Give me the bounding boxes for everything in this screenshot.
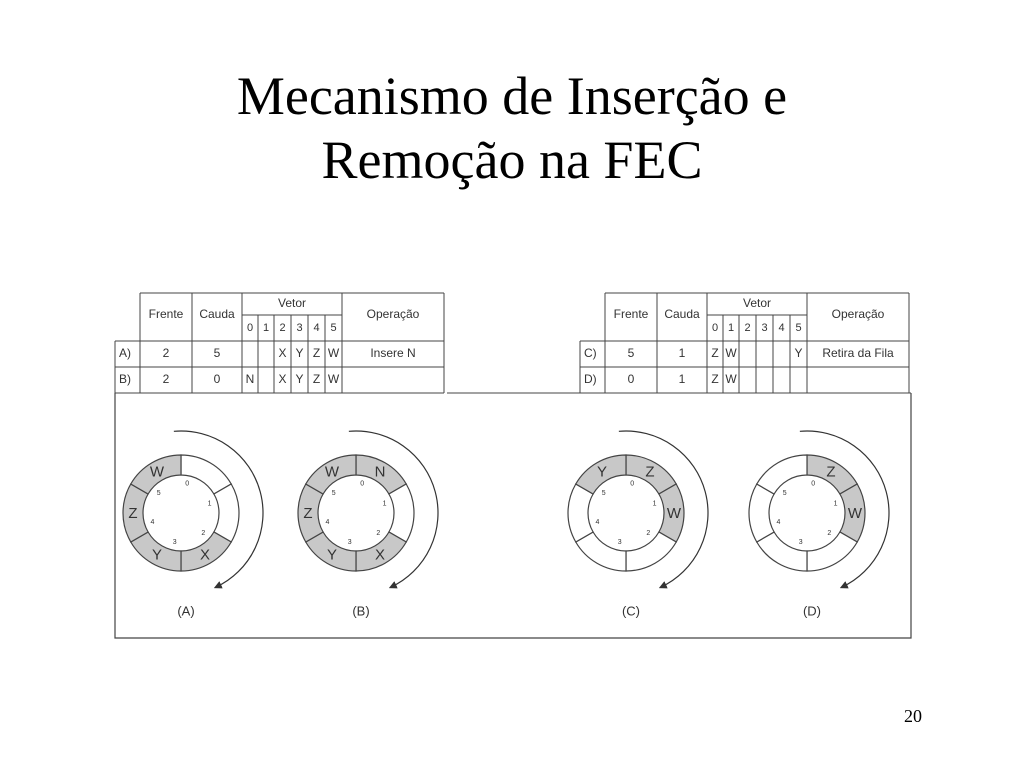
right-header-operacao: Operação bbox=[831, 307, 885, 322]
right-row-label: D) bbox=[584, 372, 597, 387]
left-index-2: 2 bbox=[279, 321, 286, 334]
right-index-2: 2 bbox=[744, 321, 751, 334]
queue-slot bbox=[568, 484, 593, 542]
queue-slot-index: 1 bbox=[652, 500, 657, 508]
left-header-vetor: Vetor bbox=[277, 296, 307, 311]
left-row-cell: N bbox=[245, 372, 255, 387]
left-row-label: B) bbox=[119, 372, 131, 387]
queue-slot bbox=[807, 529, 857, 571]
queue-slot bbox=[389, 484, 414, 542]
right-index-4: 4 bbox=[778, 321, 785, 334]
right-row-cell: W bbox=[725, 372, 737, 387]
queue-slot-value: X bbox=[374, 546, 386, 564]
circular-queue-c bbox=[568, 431, 708, 618]
right-row-cell: Z bbox=[711, 346, 719, 361]
circular-queue-a bbox=[123, 431, 263, 618]
circular-queue-b bbox=[298, 431, 438, 618]
left-header-operacao: Operação bbox=[366, 307, 420, 322]
queue-slot-value: X bbox=[199, 546, 211, 564]
left-row-cell: Z bbox=[312, 346, 321, 361]
queue-slot-index: 4 bbox=[325, 519, 330, 527]
right-row-cell: Z bbox=[711, 372, 719, 387]
queue-slot-index: 0 bbox=[811, 480, 816, 488]
right-header-vetor: Vetor bbox=[742, 296, 772, 311]
queue-slot-index: 2 bbox=[827, 529, 832, 537]
queue-slot-index: 0 bbox=[185, 480, 190, 488]
queue-slot-index: 5 bbox=[331, 489, 336, 497]
queue-slot-index: 2 bbox=[646, 529, 651, 537]
page-number: 20 bbox=[904, 706, 922, 726]
title-line-2: Remoção na FEC bbox=[321, 130, 703, 190]
queue-slot bbox=[749, 484, 774, 542]
left-header-frente: Frente bbox=[148, 307, 184, 322]
queue-slot-index: 3 bbox=[617, 539, 622, 547]
queue-slot-value: W bbox=[149, 463, 165, 481]
right-row-frente: 0 bbox=[627, 372, 635, 387]
right-table bbox=[580, 293, 909, 393]
left-header-cauda: Cauda bbox=[199, 307, 235, 322]
right-header-frente: Frente bbox=[613, 307, 649, 322]
queue-slot-value: Y bbox=[326, 546, 338, 564]
left-row-label: A) bbox=[119, 346, 131, 361]
queue-slot-index: 2 bbox=[376, 529, 381, 537]
left-table bbox=[115, 293, 444, 393]
right-row-operacao: Retira da Fila bbox=[822, 346, 894, 361]
queue-slot-value: Y bbox=[151, 546, 163, 564]
queue-slot-index: 0 bbox=[630, 480, 635, 488]
left-row-cell: W bbox=[327, 346, 340, 361]
left-row-cell: Y bbox=[295, 346, 304, 361]
left-row-cell: Y bbox=[295, 372, 304, 387]
right-row-cauda: 1 bbox=[678, 372, 686, 387]
ring-caption: (D) bbox=[802, 603, 822, 619]
queue-slot bbox=[626, 529, 676, 571]
right-row-frente: 5 bbox=[627, 346, 635, 361]
left-index-1: 1 bbox=[262, 321, 270, 334]
queue-slot-value: N bbox=[374, 463, 386, 481]
queue-slot-index: 4 bbox=[595, 519, 600, 527]
queue-slot-value: Z bbox=[303, 504, 313, 522]
left-row-cell: X bbox=[278, 372, 287, 387]
right-row-cauda: 1 bbox=[678, 346, 686, 361]
right-header-cauda: Cauda bbox=[664, 307, 700, 322]
left-row-operacao: Insere N bbox=[370, 346, 416, 361]
right-index-3: 3 bbox=[761, 321, 768, 334]
title-line-1: Mecanismo de Inserção e bbox=[236, 66, 788, 126]
right-row-cell: Y bbox=[794, 346, 803, 361]
left-index-0: 0 bbox=[246, 321, 254, 334]
left-index-4: 4 bbox=[313, 321, 320, 334]
queue-slot-value: Z bbox=[645, 463, 655, 481]
ring-caption: (C) bbox=[621, 603, 641, 619]
ring-caption: (B) bbox=[352, 603, 370, 619]
right-index-5: 5 bbox=[795, 321, 802, 334]
right-row-label: C) bbox=[584, 346, 597, 361]
queue-slot-index: 3 bbox=[347, 539, 352, 547]
queue-slot bbox=[757, 455, 807, 494]
queue-slot-value: W bbox=[324, 463, 340, 481]
left-index-5: 5 bbox=[330, 321, 337, 334]
queue-slot-index: 1 bbox=[207, 500, 212, 508]
queue-slot-value: W bbox=[847, 504, 863, 522]
queue-slot-value: Z bbox=[128, 504, 138, 522]
right-row-cell: W bbox=[725, 346, 737, 361]
left-row-cell: W bbox=[327, 372, 340, 387]
left-index-3: 3 bbox=[296, 321, 303, 334]
circular-queue-d bbox=[749, 431, 889, 618]
left-row-frente: 2 bbox=[162, 372, 170, 387]
queue-slot-index: 4 bbox=[776, 519, 781, 527]
queue-slot-value: Y bbox=[596, 463, 608, 481]
queue-slot-index: 3 bbox=[798, 539, 803, 547]
queue-slot-index: 3 bbox=[172, 539, 177, 547]
queue-slot-index: 4 bbox=[150, 519, 155, 527]
queue-slot-index: 5 bbox=[601, 489, 606, 497]
left-row-cauda: 5 bbox=[213, 346, 221, 361]
queue-slot-index: 5 bbox=[156, 489, 161, 497]
right-index-0: 0 bbox=[711, 321, 719, 334]
left-row-frente: 2 bbox=[162, 346, 170, 361]
left-row-cauda: 0 bbox=[213, 372, 221, 387]
right-index-1: 1 bbox=[727, 321, 735, 334]
queue-slot-value: W bbox=[666, 504, 682, 522]
queue-slot-index: 2 bbox=[201, 529, 206, 537]
queue-slot-index: 1 bbox=[833, 500, 838, 508]
ring-caption: (A) bbox=[177, 603, 195, 619]
queue-slot-value: Z bbox=[826, 463, 836, 481]
queue-slot-index: 5 bbox=[782, 489, 787, 497]
queue-slot-index: 0 bbox=[360, 480, 365, 488]
queue-slot bbox=[214, 484, 239, 542]
left-row-cell: Z bbox=[312, 372, 321, 387]
queue-slot-index: 1 bbox=[382, 500, 387, 508]
left-row-cell: X bbox=[278, 346, 287, 361]
